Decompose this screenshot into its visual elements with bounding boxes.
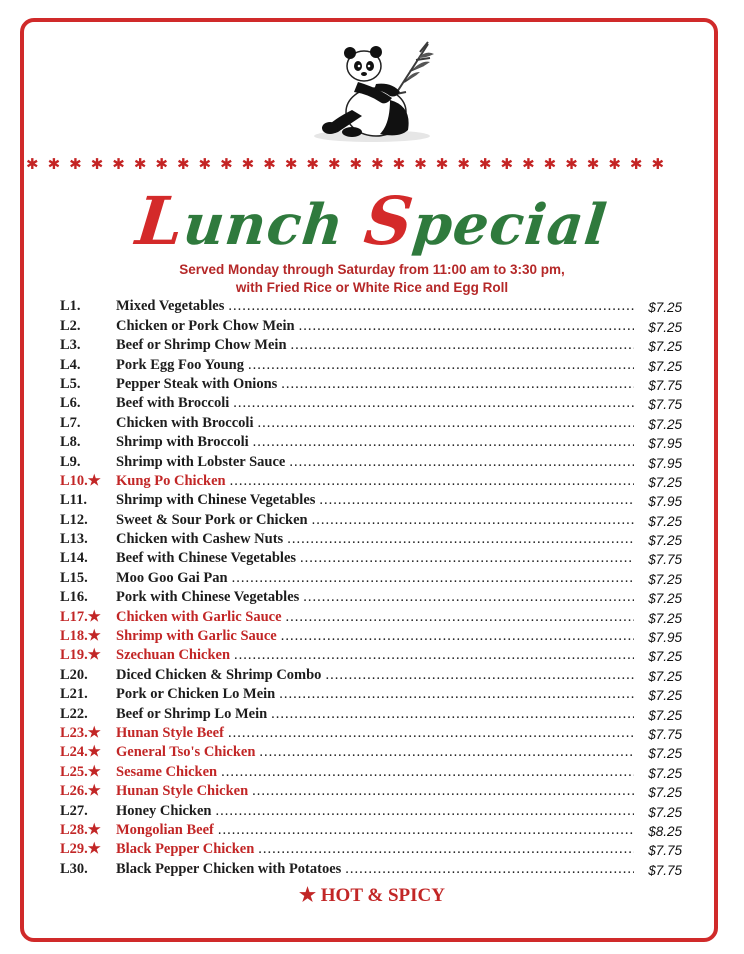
menu-item-code: L26.★ (60, 783, 101, 800)
dot-leader (230, 473, 634, 490)
menu-item-name: Hunan Style Beef (116, 724, 224, 741)
dot-leader (257, 415, 634, 432)
dot-leader (233, 395, 634, 412)
menu-item-price: $7.25 (648, 416, 682, 432)
dot-leader (252, 783, 634, 800)
menu-item (60, 374, 682, 393)
dot-leader (234, 647, 634, 664)
menu-item-code: L21. (60, 686, 88, 703)
menu-item-name: Shrimp with Lobster Sauce (116, 453, 286, 470)
menu-item-code: L15. (60, 569, 88, 586)
title-initial-l: L (132, 182, 189, 260)
dot-leader (287, 531, 634, 548)
menu-item (60, 432, 682, 451)
menu-item (60, 606, 682, 625)
menu-item-code: L19.★ (60, 647, 101, 664)
dot-leader (300, 550, 634, 567)
dot-leader (312, 512, 634, 529)
dot-leader (319, 492, 634, 509)
menu-item-code: L3. (60, 337, 81, 354)
menu-item-name: Chicken with Garlic Sauce (116, 608, 282, 625)
menu-item (60, 529, 682, 548)
dot-leader (218, 822, 634, 839)
menu-item (60, 412, 682, 431)
title-initial-s: S (360, 182, 418, 260)
menu-item-price: $7.75 (648, 377, 682, 393)
menu-item-code: L1. (60, 298, 81, 315)
menu-item-price: $7.25 (648, 688, 682, 704)
dot-leader (281, 376, 634, 393)
menu-item-name: General Tso's Chicken (116, 744, 256, 761)
menu-item-name: Shrimp with Chinese Vegetables (116, 492, 316, 509)
dot-leader (248, 357, 634, 374)
menu-item (60, 567, 682, 586)
menu-item-code: L13. (60, 531, 88, 548)
menu-item-code: L2. (60, 317, 81, 334)
dot-leader (279, 686, 634, 703)
dot-leader (345, 861, 634, 878)
menu-item (60, 626, 682, 645)
menu-item-name: Beef or Shrimp Chow Mein (116, 337, 287, 354)
menu-item-code: L27. (60, 802, 88, 819)
menu-item-price: $7.95 (648, 455, 682, 471)
menu-item-price: $7.75 (648, 843, 682, 859)
menu-item-price: $7.25 (648, 300, 682, 316)
panda-logo-icon (300, 36, 440, 146)
menu-item-name: Beef with Chinese Vegetables (116, 550, 297, 567)
menu-item-name: Pork with Chinese Vegetables (116, 589, 300, 606)
menu-item-price: $7.25 (648, 707, 682, 723)
menu-item-code: L23.★ (60, 724, 101, 741)
menu-item (60, 781, 682, 800)
menu-item-price: $7.25 (648, 513, 682, 529)
menu-item-code: L5. (60, 375, 81, 392)
menu-item-price: $7.95 (648, 436, 682, 452)
menu-item (60, 490, 682, 509)
menu-item-price: $7.75 (648, 726, 682, 742)
menu-item-name: Beef or Shrimp Lo Mein (116, 705, 268, 722)
decorative-star-border: ✱✱✱✱✱✱✱✱✱✱✱✱✱✱✱✱✱✱✱✱✱✱✱✱✱✱✱✱✱✱ (26, 155, 674, 173)
menu-item-name: Sesame Chicken (116, 763, 218, 780)
menu-item-name: Shrimp with Broccoli (116, 434, 249, 451)
menu-item (60, 296, 682, 315)
menu-item-code: L28.★ (60, 821, 101, 838)
menu-item-code: L7. (60, 414, 81, 431)
dot-leader (303, 589, 634, 606)
menu-item-code: L24.★ (60, 744, 101, 761)
menu-item (60, 645, 682, 664)
dot-leader (232, 570, 634, 587)
menu-item-price: $7.25 (648, 610, 682, 626)
dot-leader (286, 609, 634, 626)
menu-item-code: L18.★ (60, 628, 101, 645)
dot-leader (281, 628, 634, 645)
menu-item-price: $7.25 (648, 571, 682, 587)
menu-item-price: $7.25 (648, 319, 682, 335)
menu-item (60, 858, 682, 877)
menu-item-price: $7.25 (648, 533, 682, 549)
hot-spicy-legend: ★ HOT & SPICY (298, 885, 445, 906)
dot-leader (325, 667, 634, 684)
menu-item (60, 471, 682, 490)
subtitle-includes: with Fried Rice or White Rice and Egg Roll (235, 280, 509, 295)
menu-item-price: $7.95 (648, 630, 682, 646)
menu-item-price: $7.75 (648, 862, 682, 878)
menu-item-name: Moo Goo Gai Pan (116, 569, 228, 586)
menu-item (60, 354, 682, 373)
dot-leader (258, 841, 634, 858)
menu-item-name: Shrimp with Garlic Sauce (116, 628, 277, 645)
menu-item-code: L25.★ (60, 763, 101, 780)
subtitle-hours: Served Monday through Saturday from 11:00 am to 3:30 pm, (179, 262, 565, 277)
menu-item-name: Black Pepper Chicken with Potatoes (116, 860, 342, 877)
menu-item-code: L20. (60, 666, 88, 683)
menu-item-code: L4. (60, 356, 81, 373)
menu-item (60, 393, 682, 412)
menu-item-code: L9. (60, 453, 81, 470)
menu-item-name: Szechuan Chicken (116, 647, 231, 664)
dot-leader (215, 803, 634, 820)
menu-item-price: $7.75 (648, 397, 682, 413)
menu-item-name: Black Pepper Chicken (116, 841, 255, 858)
menu-item-price: $7.25 (648, 746, 682, 762)
dot-leader (299, 318, 634, 335)
menu-item-price: $7.25 (648, 765, 682, 781)
menu-item (60, 839, 682, 858)
menu-item-price: $7.25 (648, 668, 682, 684)
menu-item-name: Kung Po Chicken (116, 472, 226, 489)
menu-item-name: Mongolian Beef (116, 821, 214, 838)
menu-item-code: L22. (60, 705, 88, 722)
menu-item (60, 761, 682, 780)
menu-item-code: L6. (60, 395, 81, 412)
menu-item (60, 684, 682, 703)
menu-item-name: Chicken or Pork Chow Mein (116, 317, 295, 334)
menu-item (60, 820, 682, 839)
menu-item-price: $7.25 (648, 785, 682, 801)
title-word-pecial: pecial (409, 192, 611, 258)
menu-item-price: $7.75 (648, 552, 682, 568)
menu-item-price: $7.25 (648, 339, 682, 355)
menu-list (60, 296, 682, 878)
menu-item-code: L30. (60, 860, 88, 877)
menu-item-name: Honey Chicken (116, 802, 212, 819)
menu-item (60, 723, 682, 742)
menu-item-name: Diced Chicken & Shrimp Combo (116, 666, 322, 683)
dot-leader (259, 744, 634, 761)
menu-item-price: $7.95 (648, 494, 682, 510)
menu-item-code: L16. (60, 589, 88, 606)
menu-item (60, 315, 682, 334)
menu-item (60, 587, 682, 606)
dot-leader (253, 434, 634, 451)
dot-leader (271, 706, 634, 723)
menu-item-code: L17.★ (60, 608, 101, 625)
menu-item (60, 742, 682, 761)
page-title (0, 182, 744, 260)
menu-item (60, 509, 682, 528)
menu-item-code: L8. (60, 434, 81, 451)
menu-item-name: Pork or Chicken Lo Mein (116, 686, 276, 703)
title-word-unch: unch (180, 192, 348, 258)
dot-leader (291, 337, 634, 354)
menu-item (60, 548, 682, 567)
menu-item-price: $7.25 (648, 649, 682, 665)
dot-leader (289, 454, 634, 471)
dot-leader (221, 764, 634, 781)
menu-item-code: L12. (60, 511, 88, 528)
menu-item-name: Hunan Style Chicken (116, 783, 249, 800)
menu-item-code: L14. (60, 550, 88, 567)
menu-item-price: $7.25 (648, 358, 682, 374)
menu-item (60, 800, 682, 819)
menu-item-name: Pepper Steak with Onions (116, 375, 278, 392)
menu-item-name: Chicken with Broccoli (116, 414, 254, 431)
menu-item (60, 335, 682, 354)
menu-item-name: Chicken with Cashew Nuts (116, 531, 284, 548)
menu-item-name: Mixed Vegetables (116, 298, 225, 315)
menu-item-code: L11. (60, 492, 87, 509)
menu-item (60, 451, 682, 470)
menu-item-price: $7.25 (648, 804, 682, 820)
menu-item-price: $8.25 (648, 823, 682, 839)
menu-item-price: $7.25 (648, 474, 682, 490)
menu-item-code: L29.★ (60, 841, 101, 858)
dot-leader (228, 725, 634, 742)
menu-item-name: Beef with Broccoli (116, 395, 230, 412)
menu-item-name: Pork Egg Foo Young (116, 356, 244, 373)
menu-item (60, 664, 682, 683)
dot-leader (228, 298, 634, 315)
menu-item-name: Sweet & Sour Pork or Chicken (116, 511, 308, 528)
menu-item (60, 703, 682, 722)
menu-item-price: $7.25 (648, 591, 682, 607)
menu-item-code: L10.★ (60, 472, 101, 489)
